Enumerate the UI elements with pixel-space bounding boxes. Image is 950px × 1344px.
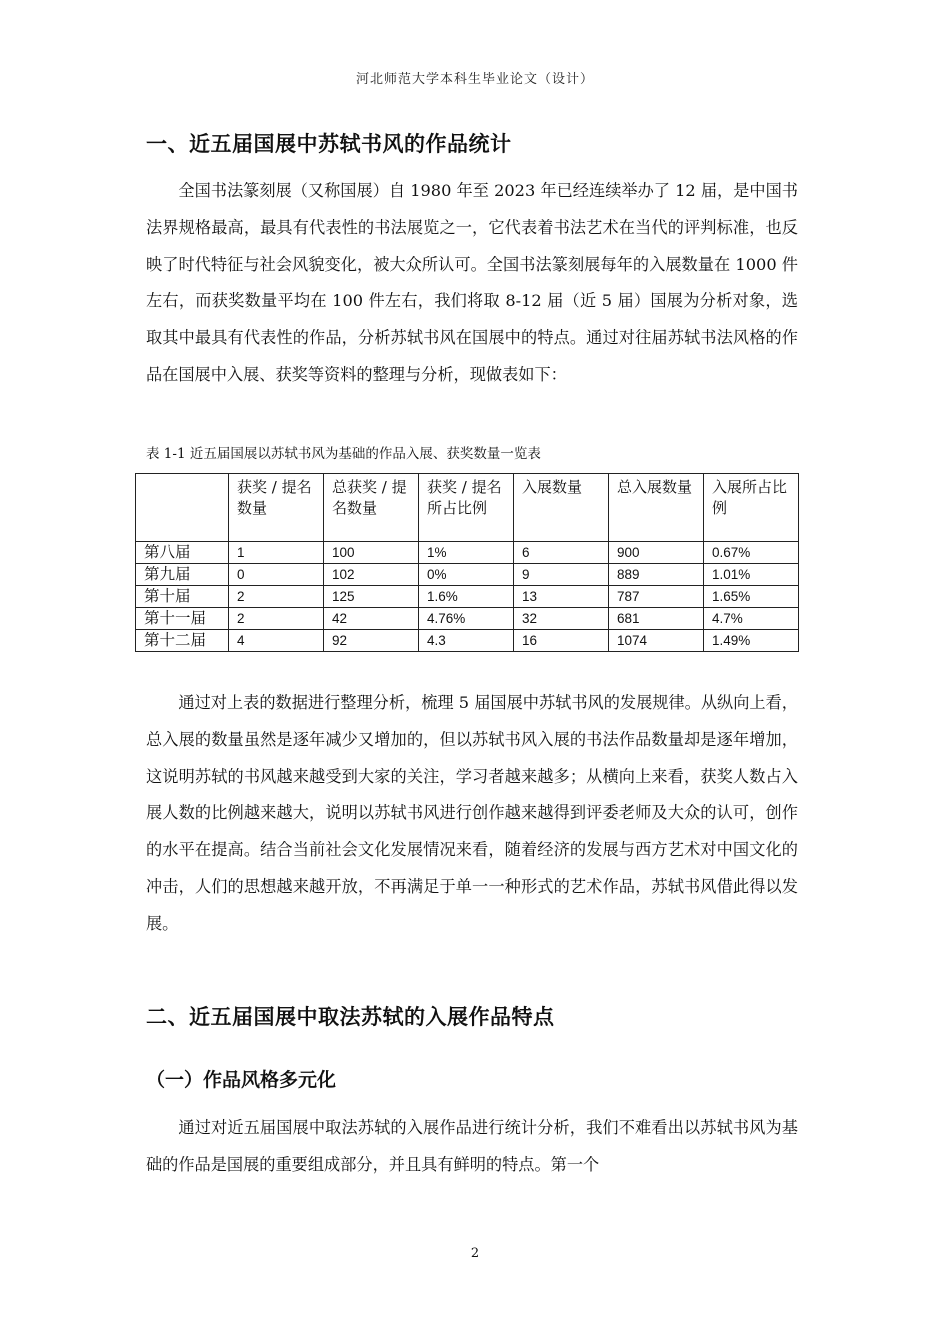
header-total-award-nominations: 总获奖 / 提名数量 bbox=[324, 474, 419, 542]
section-2-heading: 二、近五届国展中取法苏轼的入展作品特点 bbox=[146, 1005, 555, 1029]
row-label: 第十二届 bbox=[136, 630, 229, 652]
table-cell: 4.76% bbox=[419, 608, 514, 630]
row-label: 第十一届 bbox=[136, 608, 229, 630]
table-cell: 6 bbox=[514, 542, 609, 564]
table-cell: 92 bbox=[324, 630, 419, 652]
table-cell: 102 bbox=[324, 564, 419, 586]
table-cell: 787 bbox=[609, 586, 704, 608]
table-cell: 1.6% bbox=[419, 586, 514, 608]
table-cell: 1.49% bbox=[704, 630, 799, 652]
table-cell: 4 bbox=[229, 630, 324, 652]
header-total-accepted: 总入展数量 bbox=[609, 474, 704, 542]
table-header-row bbox=[136, 474, 799, 542]
table-cell: 2 bbox=[229, 608, 324, 630]
section-1-heading: 一、近五届国展中苏轼书风的作品统计 bbox=[146, 132, 512, 156]
header-accepted-ratio: 入展所占比例 bbox=[704, 474, 799, 542]
table-cell: 13 bbox=[514, 586, 609, 608]
table-cell: 889 bbox=[609, 564, 704, 586]
row-label: 第九届 bbox=[136, 564, 229, 586]
table-cell: 9 bbox=[514, 564, 609, 586]
table-cell: 1 bbox=[229, 542, 324, 564]
table-cell: 4.7% bbox=[704, 608, 799, 630]
table-cell: 0.67% bbox=[704, 542, 799, 564]
table-cell: 900 bbox=[609, 542, 704, 564]
table-cell: 125 bbox=[324, 586, 419, 608]
table-cell: 1.65% bbox=[704, 586, 799, 608]
header-award-ratio: 获奖 / 提名所占比例 bbox=[419, 474, 514, 542]
table-cell: 16 bbox=[514, 630, 609, 652]
table-row bbox=[136, 564, 799, 586]
table-cell: 2 bbox=[229, 586, 324, 608]
table-cell: 681 bbox=[609, 608, 704, 630]
table-cell: 4.3 bbox=[419, 630, 514, 652]
table-cell: 42 bbox=[324, 608, 419, 630]
page-header: 河北师范大学本科生毕业论文（设计） bbox=[355, 72, 594, 87]
table-cell: 32 bbox=[514, 608, 609, 630]
header-award-nominations: 获奖 / 提名数量 bbox=[229, 474, 324, 542]
table-cell: 0% bbox=[419, 564, 514, 586]
page-number: 2 bbox=[470, 1246, 480, 1261]
analysis-paragraph: 通过对上表的数据进行整理分析，梳理 5 届国展中苏轼书风的发展规律。从纵向上看，总入展的数量虽然是逐年减少又增加的，但以苏轼书风入展的书法作品数量却是逐年增加，这说明苏轼的书风越来越受到大家的关注，学习者越来越多；从横向上来看，获奖人数占入展人数的比例越来越大，说明以苏轼书风进行创作越来越得到评委老师及大众的认可，创作的水平在提高。结合当前社会文化发展情况来看，随着经济的发展与西方艺术对中国文化的冲击，人们的思想越来越开放，不再满足于单一一种形式的艺术作品，苏轼书风借此得以发展。 bbox=[146, 693, 798, 933]
intro-paragraph: 全国书法篆刻展（又称国展）自 1980 年至 2023 年已经连续举办了 12 届，是中国书法界规格最高，最具有代表性的书法展览之一，它代表着书法艺术在当代的评判标准，也反映了时代特征与社会风貌变化，被大众所认可。全国书法篆刻展每年的入展数量在 1000 件左右，而获奖数量平均在 100 件左右，我们将取 8-12 届（近 5 届）国展为分析对象，选取其中最具有代表性的作品，分析苏轼书风在国展中的特点。通过对往届苏轼书法风格的作品在国展中入展、获奖等资料的整理与分析，现做表如下： bbox=[146, 181, 798, 384]
table-row bbox=[136, 542, 799, 564]
table-cell: 0 bbox=[229, 564, 324, 586]
table-row bbox=[136, 586, 799, 608]
row-label: 第八届 bbox=[136, 542, 229, 564]
header-accepted-count: 入展数量 bbox=[514, 474, 609, 542]
table-cell: 1% bbox=[419, 542, 514, 564]
table-cell: 1.01% bbox=[704, 564, 799, 586]
table-row bbox=[136, 608, 799, 630]
statistics-table bbox=[135, 473, 799, 652]
subsection-heading: （一）作品风格多元化 bbox=[146, 1069, 337, 1091]
table-row bbox=[136, 630, 799, 652]
table-cell: 1074 bbox=[609, 630, 704, 652]
section-2-paragraph: 通过对近五届国展中取法苏轼的入展作品进行统计分析，我们不难看出以苏轼书风为基础的作品是国展的重要组成部分，并且具有鲜明的特点。第一个 bbox=[146, 1118, 798, 1174]
table-caption: 表 1-1 近五届国展以苏轼书风为基础的作品入展、获奖数量一览表 bbox=[146, 446, 541, 462]
header-cell-blank bbox=[136, 474, 229, 542]
row-label: 第十届 bbox=[136, 586, 229, 608]
table-cell: 100 bbox=[324, 542, 419, 564]
